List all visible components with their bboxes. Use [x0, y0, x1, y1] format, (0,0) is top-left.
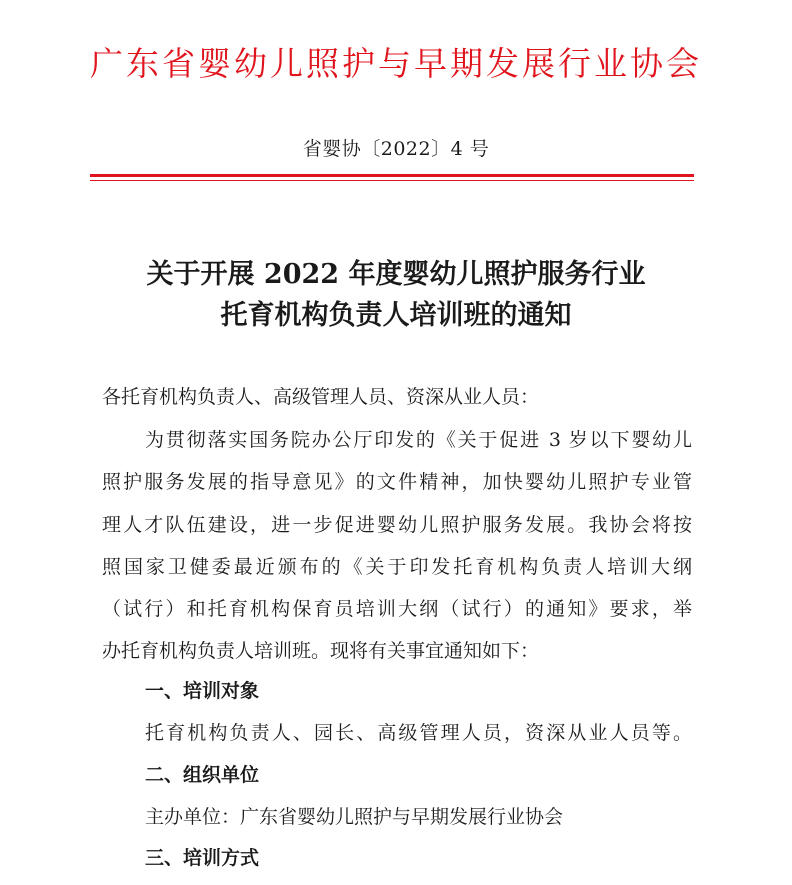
- document-number: 省婴协〔2022〕4 号: [302, 138, 490, 160]
- paragraph-line: 照国家卫健委最近颁布的《关于印发托育机构负责人培训大纲: [102, 556, 692, 578]
- paragraph-line: 办托育机构负责人培训班。现将有关事宜通知如下：: [102, 640, 540, 662]
- title-line-2: 托育机构负责人培训班的通知: [220, 300, 572, 331]
- section-heading: 一、培训对象: [145, 680, 260, 702]
- section-heading: 三、培训方式: [145, 847, 260, 869]
- salutation: 各托育机构负责人、高级管理人员、资深从业人员：: [102, 386, 540, 408]
- org-name-header: 广东省婴幼儿照护与早期发展行业协会: [90, 44, 702, 83]
- paragraph-line: （试行）和托育机构保育员培训大纲（试行）的通知》要求，举: [102, 598, 692, 620]
- section-heading: 二、组织单位: [145, 764, 260, 786]
- section-content: 主办单位：广东省婴幼儿照护与早期发展行业协会: [145, 806, 564, 828]
- red-divider-thick: [90, 174, 694, 177]
- paragraph-line: 照护服务发展的指导意见》的文件精神，加快婴幼儿照护专业管: [102, 471, 692, 493]
- title-line-1: 关于开展 2022 年度婴幼儿照护服务行业: [146, 259, 646, 290]
- section-content: 托育机构负责人、园长、高级管理人员，资深从业人员等。: [145, 722, 692, 744]
- paragraph-line: 理人才队伍建设，进一步促进婴幼儿照护服务发展。我协会将按: [102, 514, 692, 536]
- red-divider-thin: [90, 180, 694, 181]
- paragraph-line: 为贯彻落实国务院办公厅印发的《关于促进 3 岁以下婴幼儿: [145, 429, 692, 451]
